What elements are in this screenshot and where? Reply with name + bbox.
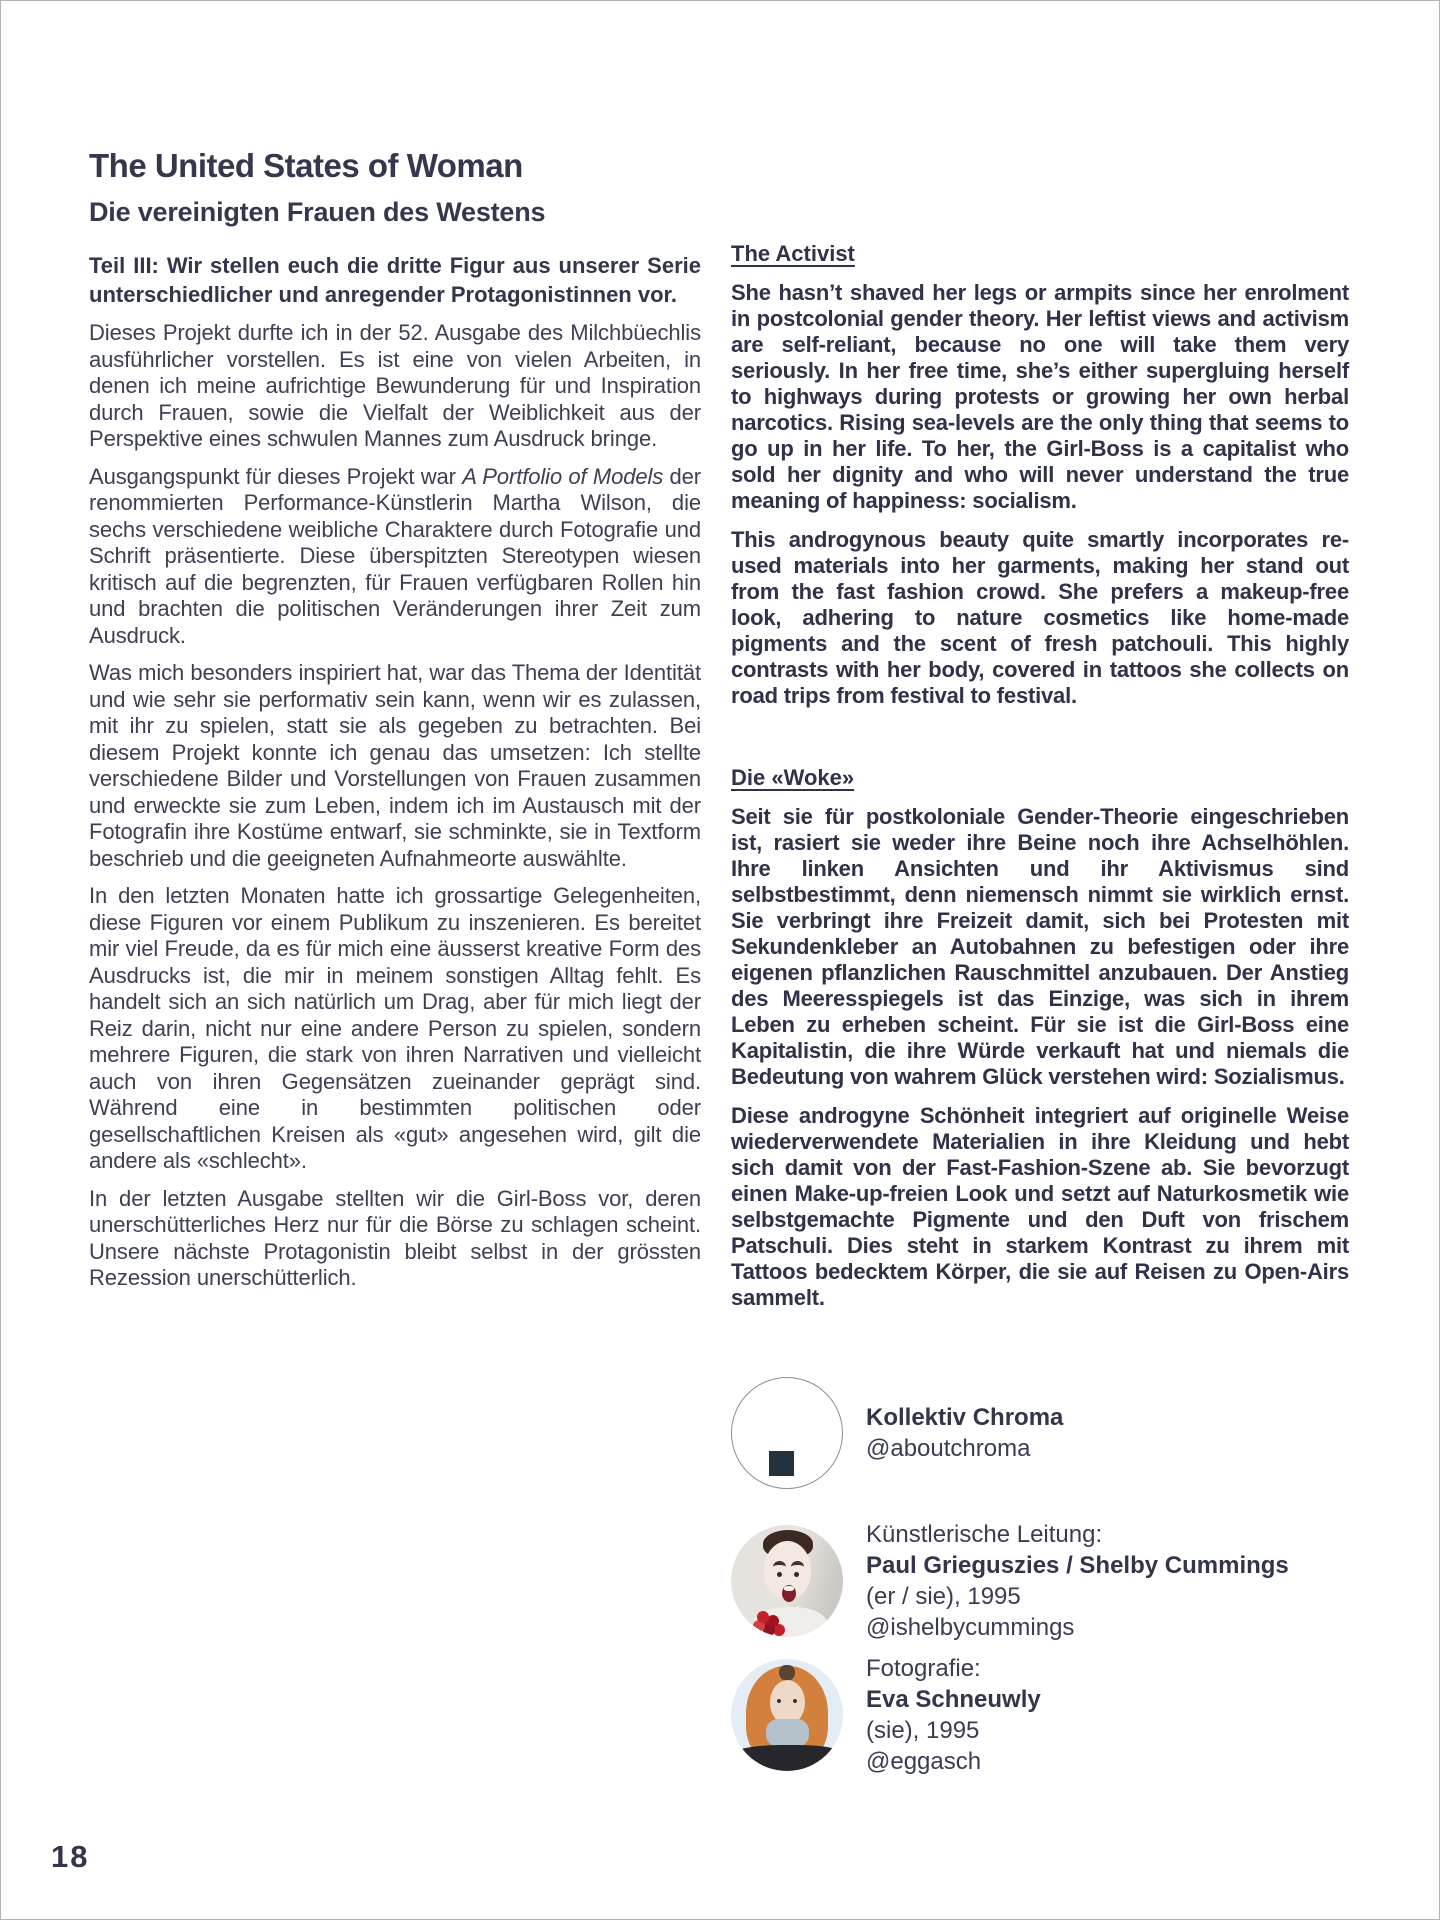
cited-work-title: A Portfolio of Models xyxy=(462,463,664,489)
woke-paragraph-2: Diese androgyne Schönheit integriert auf originelle Weise wiederverwendete Materialien in ihre Kleidung und hebt sich damit von der Fast-Fashion-Szene ab. Sie bevorzugt einen Make-up-freien Look und setzt auf Naturkosmetik wie selbstgemachte Pigmente und den Duft von frischem Patschuli. Dies steht in starkem Kontrast zu ihrem mit Tattoos bedecktem Körper, die sie auf Reisen zu Open-Airs sammelt. xyxy=(731,1103,1349,1310)
avatar-eva-schneuwly-photo xyxy=(731,1659,843,1771)
chroma-square-mark xyxy=(769,1451,794,1476)
body-paragraph-1: Dieses Projekt durfte ich in der 52. Ausgabe des Milchbüechlis ausführlicher vorstellen. Es ist eine von vielen Arbeiten, in denen ich meine aufrichtige Bewunderung für und Inspiration durch Frauen, sowie die Vielfalt der Weiblichkeit aus der Perspektive eines schwulen Mannes zum Ausdruck bringe. xyxy=(89,320,701,451)
credit-name: Kollektiv Chroma xyxy=(866,1404,1064,1431)
turtleneck-shape xyxy=(766,1719,809,1747)
article-title: The United States of Woman xyxy=(89,147,523,184)
body-paragraph-2 xyxy=(89,464,701,650)
column-right xyxy=(731,241,1349,1311)
credit-name: Eva Schneuwly xyxy=(866,1686,1041,1713)
credit-name: Paul Grieguszies / Shelby Cummings xyxy=(866,1552,1289,1579)
activist-paragraph-1: She hasn’t shaved her legs or armpits since her enrolment in postcolonial gender theory. Her leftist views and activism are self-reliant, because no one will take them very seriously. In her free time, she’s either supergluing herself to highways during protests or growing her own herbal narcotics. Rising sea-levels are the only thing that seems to go up in her life. To her, the Girl-Boss is a capitalist who sold her dignity and who will never understand the true meaning of happiness: socialism. xyxy=(731,280,1349,513)
eye-left-shape xyxy=(777,1699,781,1703)
hair-roots-shape xyxy=(779,1665,795,1681)
page-number: 18 xyxy=(51,1839,90,1874)
column-left xyxy=(89,147,701,1292)
body-paragraph-4: In den letzten Monaten hatte ich grossartige Gelegenheiten, diese Figuren vor einem Publikum zu inszenieren. Es bereitet mir viel Freude, da es für mich eine äusserst kreative Form des Ausdrucks ist, die mir in meinem sonstigen Alltag fehlt. Es handelt sich an sich natürlich um Drag, aber für mich liegt der Reiz darin, nicht nur eine andere Person zu spielen, sondern mehrere Figuren, die stark von ihren Narrativen und vielleicht auch von ihren Gegensätzen zueinander geprägt sind. Während eine in bestimmten politischen oder gesellschaftlichen Kreisen als «gut» angesehen wird, gilt die andere als «schlecht». xyxy=(89,883,701,1173)
avatar-shelby-cummings-photo xyxy=(731,1525,843,1637)
activist-paragraph-2: This androgynous beauty quite smartly incorporates re-used materials into her garments, making her stand out from the fast fashion crowd. She prefers a makeup-free look, adhering to nature cosmetics like home-made pigments and the scent of fresh patchouli. This highly contrasts with her body, covered in tattoos she collects on road trips from festival to festival. xyxy=(731,527,1349,708)
eyebrow-right-shape xyxy=(791,1561,804,1573)
credit-row-art-direction xyxy=(731,1519,1351,1643)
article-lead: Teil III: Wir stellen euch die dritte Figur aus unserer Serie unterschiedlicher und anregender Protagonistinnen vor. xyxy=(89,253,701,307)
credit-pronoun-year: (er / sie), 1995 xyxy=(866,1583,1021,1610)
credit-role: Fotografie: xyxy=(866,1655,981,1682)
flower-bouquet-shape xyxy=(757,1611,769,1623)
teeth-shape xyxy=(784,1586,794,1591)
credit-handle: @eggasch xyxy=(866,1748,982,1775)
avatar-kollektiv-chroma xyxy=(731,1377,843,1489)
eye-right-shape xyxy=(793,1699,797,1703)
woke-paragraph-1: Seit sie für postkoloniale Gender-Theorie eingeschrieben ist, rasiert sie weder ihre Beine noch ihre Achselhöhlen. Ihre linken Ansichten und ihr Aktivismus sind selbstbestimmt, denn niemensch nimmt sie wirklich ernst. Sie verbringt ihre Freizeit damit, sich bei Protesten mit Sekundenkleber an Autobahnen zu befestigen oder ihre eigenen pflanzlichen Rauschmittel anzubauen. Der Anstieg des Meeresspiegels ist das Einzige, was sich in ihrem Leben zu erheben scheint. Für sie ist die Girl-Boss eine Kapitalistin, die ihre Würde verkauft hat und niemals die Bedeutung von wahrem Glück verstehen wird: Sozialismus. xyxy=(731,804,1349,1089)
eye-left-shape xyxy=(777,1572,782,1577)
credit-handle: @ishelbycummings xyxy=(866,1614,1075,1641)
credits-block xyxy=(731,1377,1351,1777)
body-paragraph-5: In der letzten Ausgabe stellten wir die Girl-Boss vor, deren unerschütterliches Herz nur für die Börse zu schlagen scheint. Unsere nächste Protagonistin bleibt selbst in der grössten Rezession unerschütterlich. xyxy=(89,1185,701,1290)
jacket-shape xyxy=(731,1745,843,1771)
paragraph-2-text: Ausgangspunkt für dieses Projekt war xyxy=(89,463,463,489)
credit-row-kollektiv-chroma xyxy=(731,1377,1351,1489)
credit-pronoun-year: (sie), 1995 xyxy=(866,1717,980,1744)
section-heading-die-woke: Die «Woke» xyxy=(731,765,855,790)
credit-text-art-direction xyxy=(866,1519,1289,1643)
credit-text-photography xyxy=(866,1653,1041,1777)
article-subtitle: Die vereinigten Frauen des Westens xyxy=(89,197,546,227)
eye-right-shape xyxy=(794,1572,799,1577)
credit-row-photography xyxy=(731,1653,1351,1777)
credit-role: Künstlerische Leitung: xyxy=(866,1521,1103,1548)
credit-handle: @aboutchroma xyxy=(866,1435,1031,1462)
paragraph-2-text-continued: der renommierten Performance-Künstlerin Martha Wilson, die sechs verschiedene weibliche Charaktere durch Fotografie und Schrift präsentierte. Diese überspitzten Stereotypen wiesen kritisch auf die begrenzten, für Frauen verfügbaren Rollen hin und brachten die politischen Veränderungen ihrer Zeit zum Ausdruck. xyxy=(89,463,701,648)
credit-text-kollektiv xyxy=(866,1402,1063,1464)
section-heading-the-activist: The Activist xyxy=(731,241,855,266)
body-paragraph-3: Was mich besonders inspiriert hat, war das Thema der Identität und wie sehr sie performativ sein kann, wenn wir es zulassen, mit ihr zu spielen, statt sie als gegeben zu betrachten. Bei diesem Projekt konnte ich genau das umsetzen: Ich stellte verschiedene Bilder und Vorstellungen von Frauen zusammen und erweckte sie zum Leben, indem ich im Austausch mit der Fotografin ihre Kostüme entwarf, sie schminkte, sie in Textform beschrieb und die geeigneten Aufnahmeorte auswählte. xyxy=(89,660,701,871)
